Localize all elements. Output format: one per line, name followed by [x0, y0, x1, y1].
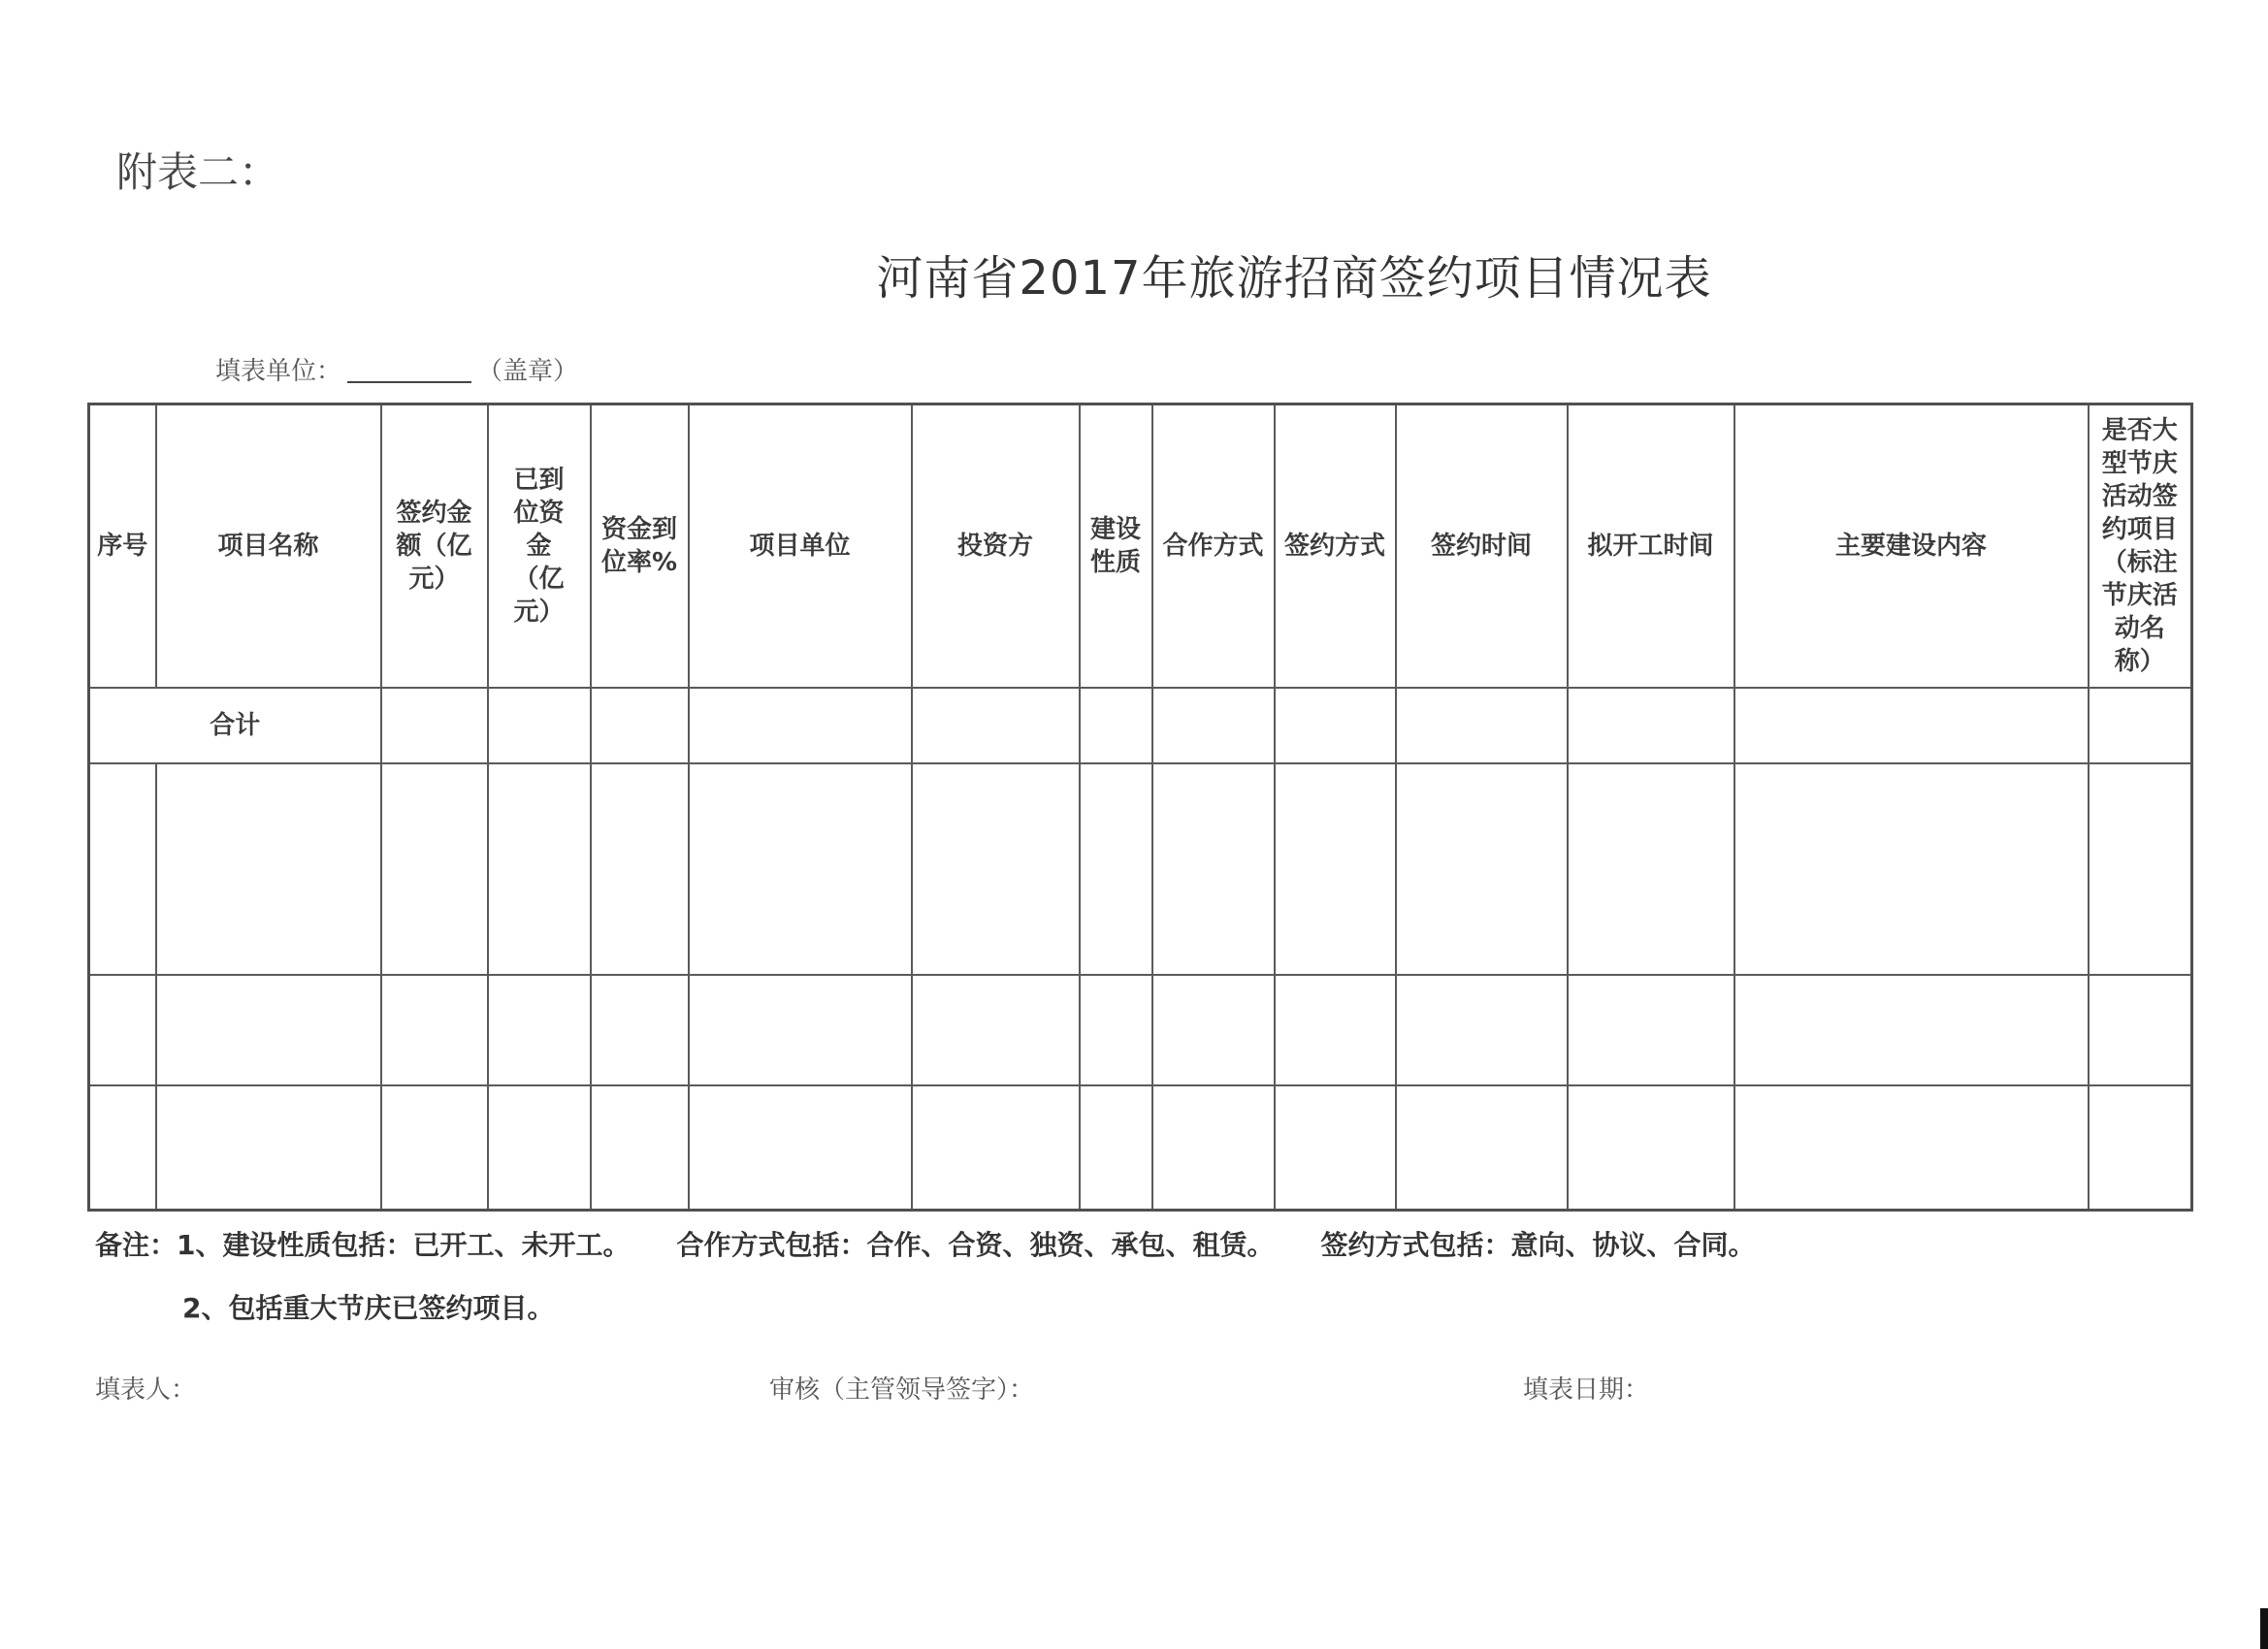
total-row [89, 688, 2192, 763]
table-cell[interactable] [1152, 975, 1275, 1085]
page-title: 河南省2017年旅游招商签约项目情况表 [876, 251, 1712, 306]
table-cell[interactable] [488, 1085, 591, 1211]
table-row [89, 975, 2192, 1085]
table-cell[interactable] [689, 975, 912, 1085]
table-cell[interactable] [1568, 688, 1734, 763]
fill-unit-seal: （盖章） [477, 357, 579, 386]
col-header-planned-start: 拟开工时间 [1568, 404, 1734, 689]
col-header-sign-mode: 签约方式 [1275, 404, 1396, 689]
table-row [89, 1085, 2192, 1211]
table-cell[interactable] [689, 1085, 912, 1211]
table-cell[interactable] [912, 975, 1080, 1085]
reviewer-label: 审核（主管领导签字）： [769, 1375, 1035, 1405]
table-cell[interactable] [488, 975, 591, 1085]
table-cell[interactable] [488, 688, 591, 763]
table-cell[interactable] [381, 1085, 488, 1211]
table-cell[interactable] [1734, 763, 2089, 975]
table-cell[interactable] [1152, 763, 1275, 975]
table-cell[interactable] [1396, 1085, 1568, 1211]
note-cooperation-mode: 合作方式包括：合作、合资、独资、承包、租赁。 [676, 1229, 1275, 1261]
col-header-main-content: 主要建设内容 [1734, 404, 2089, 689]
table-cell[interactable] [1734, 975, 2089, 1085]
col-header-index: 序号 [89, 404, 156, 689]
table-cell[interactable] [1275, 975, 1396, 1085]
table-cell[interactable] [488, 763, 591, 975]
table-cell[interactable] [1568, 1085, 1734, 1211]
table-cell[interactable] [156, 975, 381, 1085]
table-cell[interactable] [89, 1085, 156, 1211]
note-construction-nature: 备注：1、建设性质包括：已开工、未开工。 [95, 1229, 631, 1261]
table-cell[interactable] [1396, 763, 1568, 975]
table-cell[interactable] [1568, 763, 1734, 975]
table-cell[interactable] [381, 763, 488, 975]
col-header-festival-project: 是否大型节庆活动签约项目（标注节庆活动名称） [2089, 404, 2192, 689]
table-cell[interactable] [2089, 688, 2192, 763]
table-cell[interactable] [1275, 1085, 1396, 1211]
table-cell[interactable] [591, 688, 689, 763]
table-cell[interactable] [1080, 975, 1152, 1085]
table-cell[interactable] [89, 763, 156, 975]
fill-unit-line [215, 351, 578, 387]
table-cell[interactable] [156, 1085, 381, 1211]
table-cell[interactable] [156, 763, 381, 975]
table-cell[interactable] [912, 1085, 1080, 1211]
table-cell[interactable] [591, 763, 689, 975]
col-header-cooperation-mode: 合作方式 [1152, 404, 1275, 689]
table-cell[interactable] [381, 975, 488, 1085]
table-cell[interactable] [689, 688, 912, 763]
table-cell[interactable] [2089, 1085, 2192, 1211]
scan-edge-mark [2260, 1608, 2268, 1649]
table-cell[interactable] [2089, 763, 2192, 975]
table-cell[interactable] [1080, 688, 1152, 763]
table-cell[interactable] [1275, 688, 1396, 763]
note-sign-mode: 签约方式包括：意向、协议、合同。 [1320, 1229, 1756, 1261]
fill-unit-label: 填表单位： [215, 357, 342, 386]
col-header-sign-amount: 签约金额（亿元） [381, 404, 488, 689]
table-cell[interactable] [912, 763, 1080, 975]
fill-unit-blank[interactable] [347, 381, 471, 383]
attachment-label: 附表二： [116, 148, 280, 196]
col-header-project-unit: 项目单位 [689, 404, 912, 689]
col-header-sign-date: 签约时间 [1396, 404, 1568, 689]
header-row [89, 404, 2192, 689]
table-cell[interactable] [89, 975, 156, 1085]
table-cell[interactable] [381, 688, 488, 763]
table-cell[interactable] [591, 975, 689, 1085]
note-line-2: 2、包括重大节庆已签约项目。 [182, 1292, 555, 1324]
project-table [87, 403, 2193, 1212]
table-cell[interactable] [2089, 975, 2192, 1085]
table-cell[interactable] [1152, 1085, 1275, 1211]
col-header-funds-rate: 资金到位率% [591, 404, 689, 689]
fill-date-label: 填表日期： [1523, 1375, 1650, 1405]
table-cell[interactable] [1275, 763, 1396, 975]
table-cell[interactable] [912, 688, 1080, 763]
note-line-1 [95, 1224, 1802, 1263]
table-cell[interactable] [1568, 975, 1734, 1085]
table-cell[interactable] [1080, 1085, 1152, 1211]
table-cell[interactable] [591, 1085, 689, 1211]
table-cell[interactable] [1396, 688, 1568, 763]
filler-label: 填表人： [95, 1375, 197, 1405]
table-cell[interactable] [1396, 975, 1568, 1085]
table-cell[interactable] [1734, 688, 2089, 763]
table-cell[interactable] [1152, 688, 1275, 763]
table-cell[interactable] [1080, 763, 1152, 975]
col-header-funds-in-place: 已到位资金（亿元） [488, 404, 591, 689]
col-header-construction-nature: 建设性质 [1080, 404, 1152, 689]
table-cell[interactable] [689, 763, 912, 975]
col-header-investor: 投资方 [912, 404, 1080, 689]
table-row [89, 763, 2192, 975]
col-header-project-name: 项目名称 [156, 404, 381, 689]
total-label: 合计 [89, 688, 381, 763]
table-cell[interactable] [1734, 1085, 2089, 1211]
